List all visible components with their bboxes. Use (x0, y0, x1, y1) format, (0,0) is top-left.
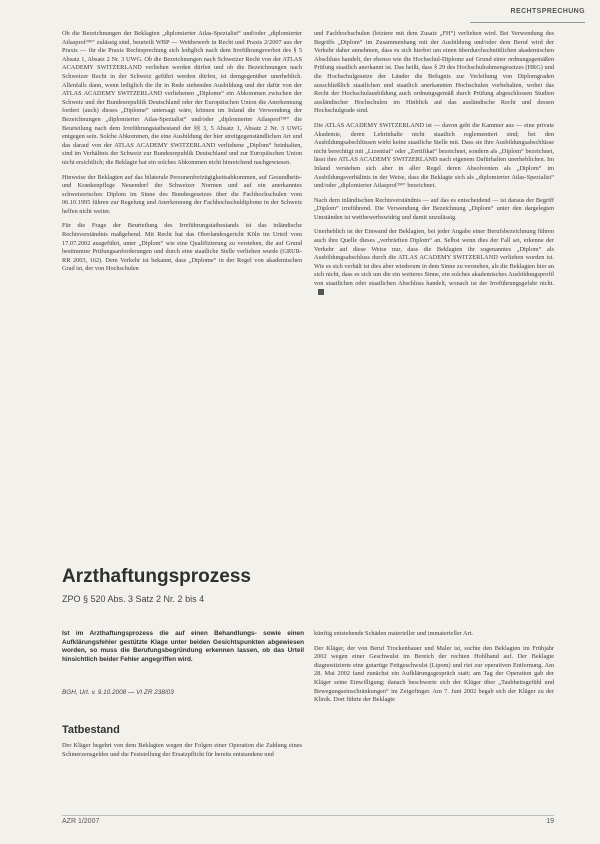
paragraph: Für die Frage der Beurteilung des Irreführungstatbestands ist das inländische Rechtsverständnis maßgebend. Mit Recht hat das Oberlandesgericht Köln im Urteil vom 17.07.2002 ausgeführt, unter „Diplom“ wie eine Qualifizierung zu verstehen, die auf Grund bestimmter Prüfungsanforderungen und durch eine staatliche Stelle verliehen wurde (GRUR-RR 2003, 162). Dem Verkehr ist bekannt, dass „Diplome“ in der Regel von akademischen Grad ist, der von Hochschulen (62, 222, 302, 273)
section-heading: Tatbestand (62, 724, 120, 736)
bottom-left-column (62, 742, 302, 812)
bottom-right-column (314, 630, 554, 812)
article-subtitle: ZPO § 520 Abs. 3 Satz 2 Nr. 2 bis 4 (62, 594, 205, 604)
paragraph: Der Kläger begehrt von dem Beklagten wegen der Folgen einer Operation die Zahlung eines Schmerzensgeldes und die Feststellung der Ersatzpflicht für bereits entstandene und (62, 742, 302, 758)
paragraph-text: Unerheblich ist der Einwand der Beklagten, bei jeder Angabe einer Berufsbezeichnung führen auch ihre Quelle dieses „verbrieften Diplom“ an. Selbst wenn dies der Fall sei, erkenne der Verkehr auf diese Weise nur, dass die Beklagten ihr sogenanntes „Diplom“ als Ausbildungsabschluss durch die ATLAS ACADEMY SWITZERLAND verliehen worden ist. Wie es sich verhält ist dies aber wiederum in dem Sinne zu verstehen, als die Beklagten hier an sich nicht, dass es sich um die ein weiteres Sinne, ein solches akademisches Ausbildungsprofil von staatlichen oder staatlichen Abschluss handelt, wonach ist der Irreführungsgefahr nicht. (314, 228, 554, 288)
paragraph: und Fachhochschulen (letztere mit dem Zusatz „FH“) verliehen wird. Bei Verwendung des Begriffs „Diplom“ im Zusammenhang mit der Ausbildung und/oder dem Beruf wird der Verkehr daher annehmen, dass es sich hierbei um einen überdurchschnittlichen akademischen Abschluss handelt, der ebenso wie die Hochschul-Diplome auf Grund einer ordnungsgemäßen Prüfung staatlich anerkannt ist. Das heißt, dass § 29 des Hochschulrahmengesetzes (HRG) und die Hochschulgesetze der Länder die Befugnis zur Verleihung von Diplomgraden ausschließlich staatlichen und staatlich anerkannten Hochschulen vorbehalten, wobei das Recht der Hochschulausbildung auch ordnungsgemäß durch Prüfung abgeschlossen Studien ausländischer Hochschulen im Hinblick auf das ausländische Recht und dessen Hochschulgrade sind. (314, 30, 554, 115)
top-right-column (314, 30, 554, 550)
article-title: Arzthaftungsprozess (62, 566, 251, 587)
footer-divider (62, 815, 554, 816)
section-header: RECHTSPRECHUNG (510, 8, 585, 15)
header-divider (470, 22, 585, 23)
footer-journal: AZR 1/2007 (62, 818, 100, 825)
paragraph-last (314, 228, 554, 297)
court-citation: BGH, Urt. v. 9.10.2008 — VI ZR 238/03 (62, 689, 174, 696)
headnote: Ist im Arzthaftungsprozess die auf einen Behandlungs- sowie einen Aufklärungsfehler gestützte Klage unter beiden Gesichtspunkten abgewiesen worden, so muss die Berufungsbegründung erkennen lassen, ob das Urteil hinsichtlich beider Fehler angegriffen wird. (62, 630, 304, 663)
end-of-article-square-icon (318, 289, 324, 295)
page-number: 19 (546, 818, 554, 825)
paragraph: Nach dem inländischen Rechtsverständnis — auf das es entscheidend — ist daraus der Begriff „Diplom“ irreführend. Die Verwendung der Bezeichnung „Diplom“ unter den dargelegten Umständen ist wettbewerbswidrig und damit unzulässig. (314, 196, 554, 221)
paragraph: künftig entstehende Schäden materieller und immaterieller Art. (314, 630, 473, 637)
paragraph: Die ATLAS ACADEMY SWITZERLAND ist — davon geht die Kammer aus — eine private Akademie, deren Lehrinhalte nicht staatlich reglementiert sind; bei den Ausbildungsabschlüssen wirkt keine staatliche Stelle mit. Dass sie ihre Ausbildungsabschlüsse nicht berechtigt mit „Lizentiat“ oder „Zertifikat“ bezeichnet, sondern als „Diplom“ bezeichnet, lässt ihre ATLAS ACADEMY SWITZERLAND nach eigenem Dafürhalten unerheblichen. Im Inland verstehen sich aber in aller Regel deren Absolventen als „Diplom“ im Ausbildungsverhältnis in der Weise, dass die Beklagte sich als „diplomierter Atlas-Spezialist“ und/oder „diplomierter Atlasprof™“ bezeichnet. (314, 121, 554, 190)
paragraph: Der Kläger, der von Beruf Trockenbauer und Maler ist, suchte den Beklagten im Frühjahr 2002 wegen einer Geschwulst im Bereich der rechten Hohlhand auf. Der Beklagte diagnostizierte eine gutartige Fettgeschwulst (Lipom) und riet zur operativen Entfernung. Am 28. Mai 2002 fand zunächst ein Aufklärungsgespräch statt; am Tag der Operation gab der Kläger seine Einwilligung; danach beschwerte sich der Kläger über „Taubheitsgefühl und Bewegungseinschränkungen“ im Zeigefinger. Am 7. Juni 2002 begab sich der Kläger zu der Klinik. Dort führte der Beklagte (314, 644, 554, 704)
top-left-column (62, 30, 302, 550)
paragraph: Ob die Bezeichnungen der Beklagten „diplomierter Atlas-Spezialist“ und/oder „diplomierter Atlasprof™“ zulässig sind, beurteilt WBP — Wettbewerb in Recht und Praxis 2/2007 aus der Praxis — für die Praxis Rechtsprechung sich lediglich nach dem Irreführungsverbot des § 5 Absatz 1, Absatz 2 Nr. 3 UWG. Ob die Bezeichnungen nach Schweizer Recht von der ATLAS ACADEMY SWITZERLAND verliehen werden dürfen und ob die Bezeichnungen nach Schweizer Recht in der Schweiz geführt werden dürfen, ist demgegenüber unerheblich. Allenfalls dann, wenn lediglich die ihr in Rede stehenden Ausbildung und der dafür von der ATLAS ACADEMY SWITZERLAND verliehenen „Diplome“ ein Abkommen zwischen der Schweiz und der Bundesrepublik Deutschland oder der Europäischen Union die Anerkennung fordert (auch) dieses „Diplome“ untersagt wäre, können im Inland die Verwendung der Bezeichnungen „diplomierter Atlas-Spezialist“ und/oder „diplomierter Atlasprof™“ die Beurteilung nach dem Irreführungstatbestand der §§ 3, 5 Absatz 1, Absatz 2 Nr. 3 UWG entgegen sein. Solche Abkommen, die eine Ausbildung der hier streitgegenständlichen Art und das darauf von der ATLAS ACADEMY SWITZERLAND verliehene „Diplom“ beinhalten, sind im Verhältnis der Schweiz zur Bundesrepublik Deutschland und zur Europäischen Union nicht ersichtlich; die Beklagte hat ein solches Abkommen nicht hinreichend nachgewiesen. (62, 30, 302, 166)
paragraph: Hinweise der Beklagten auf das bilaterale Personenfreizügigkeitsabkommen, auf Gesundheits- und Krankenpflege Neuendorf der Schweizer Normen und auf ein anerkanntes schweizerisches Diplom im Sinne des Bundesgesetzes über die Fachhochschulen vom 06.10.1995 führen zur Regelung und Anerkennung der Fachhochschuldiplome in der Schweiz helfen nicht weiter. (62, 173, 302, 215)
